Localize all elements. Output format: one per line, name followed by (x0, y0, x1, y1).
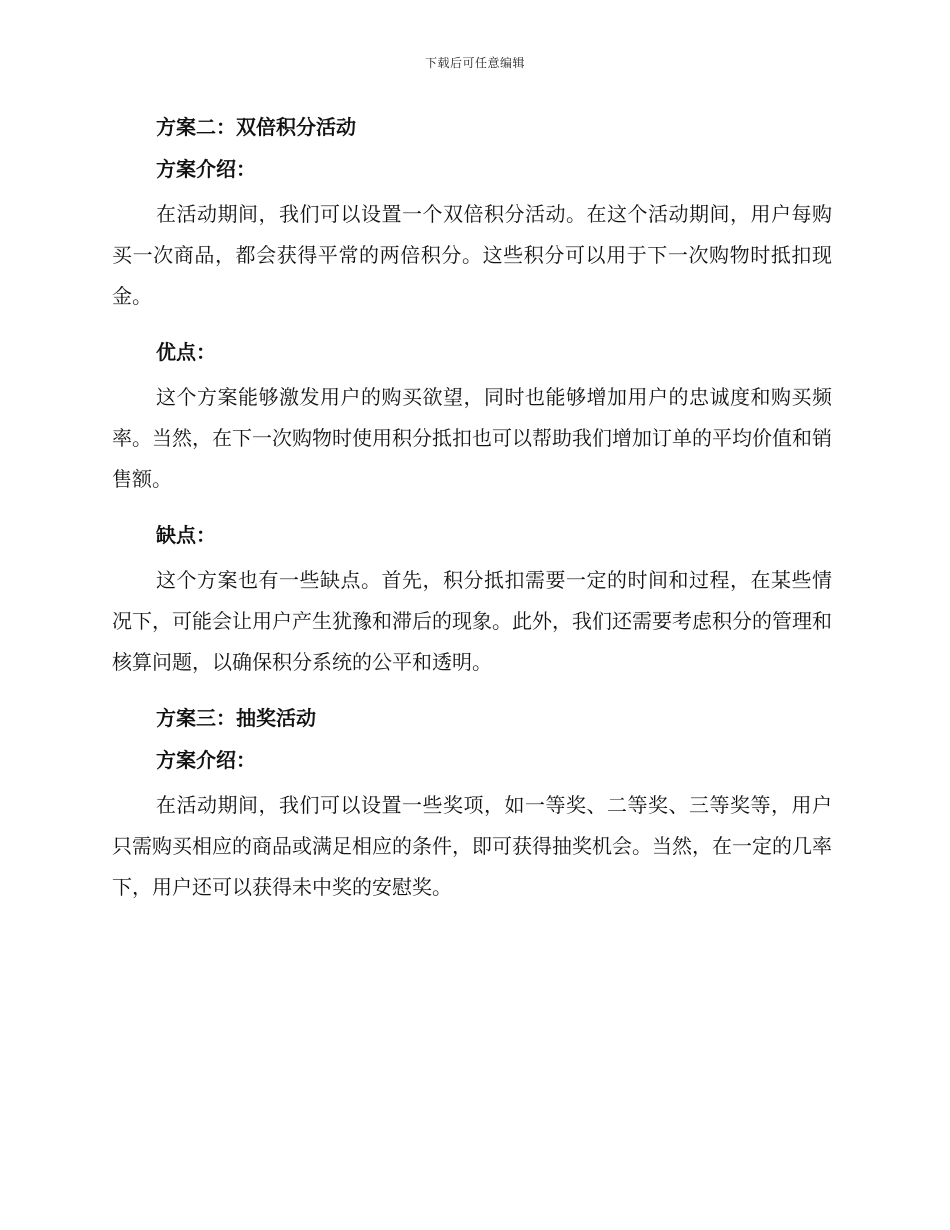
plan2-intro-text: 在活动期间，我们可以设置一个双倍积分活动。在这个活动期间，用户每购买一次商品，都会获得平常的两倍积分。这些积分可以用于下一次购物时抵扣现金。 (112, 202, 832, 308)
plan2-pros-label: 优点： (156, 340, 216, 364)
header-note: 下载后可任意编辑 (424, 56, 525, 70)
plan2-cons-text: 这个方案也有一些缺点。首先，积分抵扣需要一定的时间和过程，在某些情况下，可能会让用户产生犹豫和滞后的现象。此外，我们还需要考虑积分的管理和核算问题，以确保积分系统的公平和透明。 (112, 568, 832, 674)
plan2-intro-label: 方案介绍： (156, 157, 256, 181)
document-body (112, 112, 832, 908)
plan3-intro-text: 在活动期间，我们可以设置一些奖项，如一等奖、二等奖、三等奖等，用户只需购买相应的商品或满足相应的条件，即可获得抽奖机会。当然，在一定的几率下，用户还可以获得未中奖的安慰奖。 (112, 793, 832, 899)
plan3-intro-label: 方案介绍： (156, 748, 256, 772)
plan2-pros-text: 这个方案能够激发用户的购买欲望，同时也能够增加用户的忠诚度和购买频率。当然，在下一次购物时使用积分抵扣也可以帮助我们增加订单的平均价值和销售额。 (112, 385, 832, 491)
plan3-title: 方案三：抽奖活动 (156, 706, 316, 730)
plan2-title: 方案二：双倍积分活动 (156, 115, 356, 139)
plan2-cons-label: 缺点： (156, 523, 216, 547)
